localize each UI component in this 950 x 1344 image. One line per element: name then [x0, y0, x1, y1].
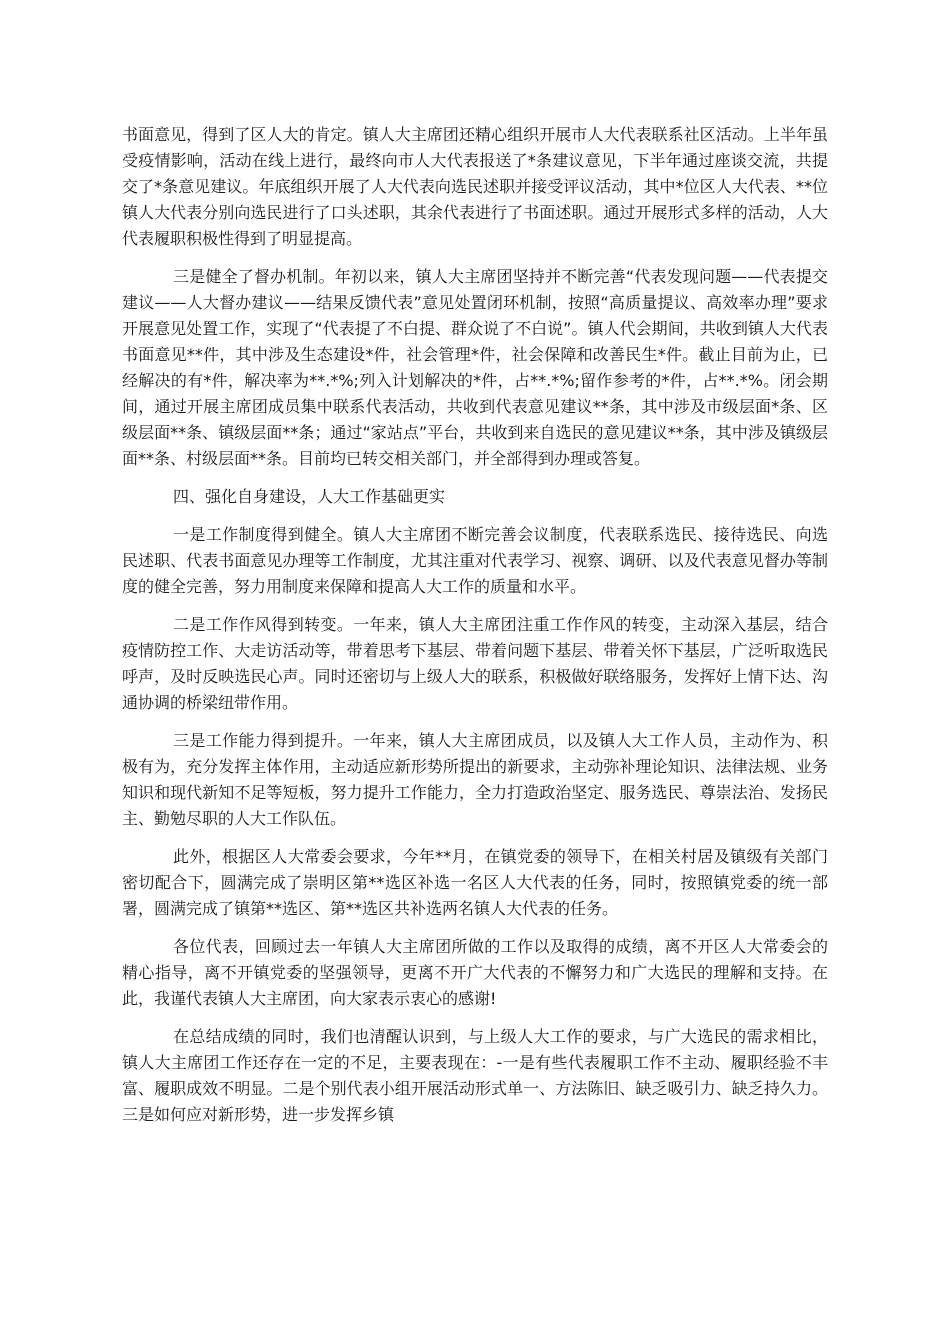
paragraph-work-system: 一是工作制度得到健全。镇人大主席团不断完善会议制度，代表联系选民、接待选民、向选民述职、代表书面意见办理等工作制度，尤其注重对代表学习、视察、调研、以及代表意见督办等制度的健全完善，努力用制度来保障和提高人大工作的质量和水平。 — [122, 525, 828, 596]
paragraph-thanks: 各位代表，回顾过去一年镇人大主席团所做的工作以及取得的成绩，离不开区人大常委会的精心指导，离不开镇党委的坚强领导，更离不开广大代表的不懈努力和广大选民的理解和支持。在此，我谨代表镇人大主席团，向大家表示衷心的感谢! — [122, 937, 828, 1008]
paragraph-supervision-mechanism: 三是健全了督办机制。年初以来，镇人大主席团坚持并不断完善“代表发现问题——代表提交建议——人大督办建议——结果反馈代表”意见处置闭环机制，按照“高质量提议、高效率办理”要求开展意见处置工作，实现了“代表提了不白提、群众说了不白说”。镇人代会期间，共收到镇人大代表书面意见**件，其中涉及生态建设*件，社会管理*件，社会保障和改善民生*件。截止目前为止，已经解决的有*件，解决率为**.*%;列入计划解决的*件，占**.*%;留作参考的*件，占**.*%。闭会期间，通过开展主席团成员集中联系代表活动，共收到代表意见建议**条，其中涉及市级层面*条、区级层面**条、镇级层面**条；通过“家站点”平台，共收到来自选民的意见建议**条，其中涉及镇级层面**条、村级层面**条。目前均已转交相关部门，并全部得到办理或答复。 — [122, 267, 828, 468]
paragraph-continuation: 书面意见，得到了区人大的肯定。镇人大主席团还精心组织开展市人大代表联系社区活动。上半年虽受疫情影响，活动在线上进行，最终向市人大代表报送了*条建议意见，下半年通过座谈交流，共提交了*条意见建议。年底组织开展了人大代表向选民述职并接受评议活动，其中*位区人大代表、**位镇人大代表分别向选民进行了口头述职，其余代表进行了书面述职。通过开展形式多样的活动，人大代表履职积极性得到了明显提高。 — [122, 125, 828, 248]
section-heading-self-construction: 四、强化自身建设，人大工作基础更实 — [173, 487, 446, 506]
paragraph-by-election: 此外，根据区人大常委会要求，今年**月，在镇党委的领导下，在相关村居及镇级有关部门密切配合下，圆满完成了崇明区第**选区补选一名区人大代表的任务，同时，按照镇党委的统一部署，圆满完成了镇第**选区、第**选区共补选两名镇人大代表的任务。 — [122, 847, 828, 918]
paragraph-work-ability: 三是工作能力得到提升。一年来，镇人大主席团成员，以及镇人大工作人员，主动作为、积极有为，充分发挥主体作用，主动适应新形势所提出的新要求，主动弥补理论知识、法律法规、业务知识和现代新知不足等短板，努力提升工作能力，全力打造政治坚定、服务选民、尊崇法治、发扬民主、勤勉尽职的人大工作队伍。 — [122, 731, 828, 828]
paragraph-shortcomings: 在总结成绩的同时，我们也清醒认识到，与上级人大工作的要求，与广大选民的需求相比，镇人大主席团工作还存在一定的不足，主要表现在：-一是有些代表履职工作不主动、履职经验不丰富、履职成效不明显。二是个别代表小组开展活动形式单一、方法陈旧、缺乏吸引力、缺乏持久力。三是如何应对新形势，进一步发挥乡镇 — [122, 1027, 828, 1124]
document-body — [122, 122, 828, 1140]
paragraph-work-style: 二是工作作风得到转变。一年来，镇人大主席团注重工作作风的转变，主动深入基层，结合疫情防控工作、大走访活动等，带着思考下基层、带着问题下基层、带着关怀下基层，广泛听取选民呼声，及时反映选民心声。同时还密切与上级人大的联系，积极做好联络服务，发挥好上情下达、沟通协调的桥梁纽带作用。 — [122, 615, 828, 712]
